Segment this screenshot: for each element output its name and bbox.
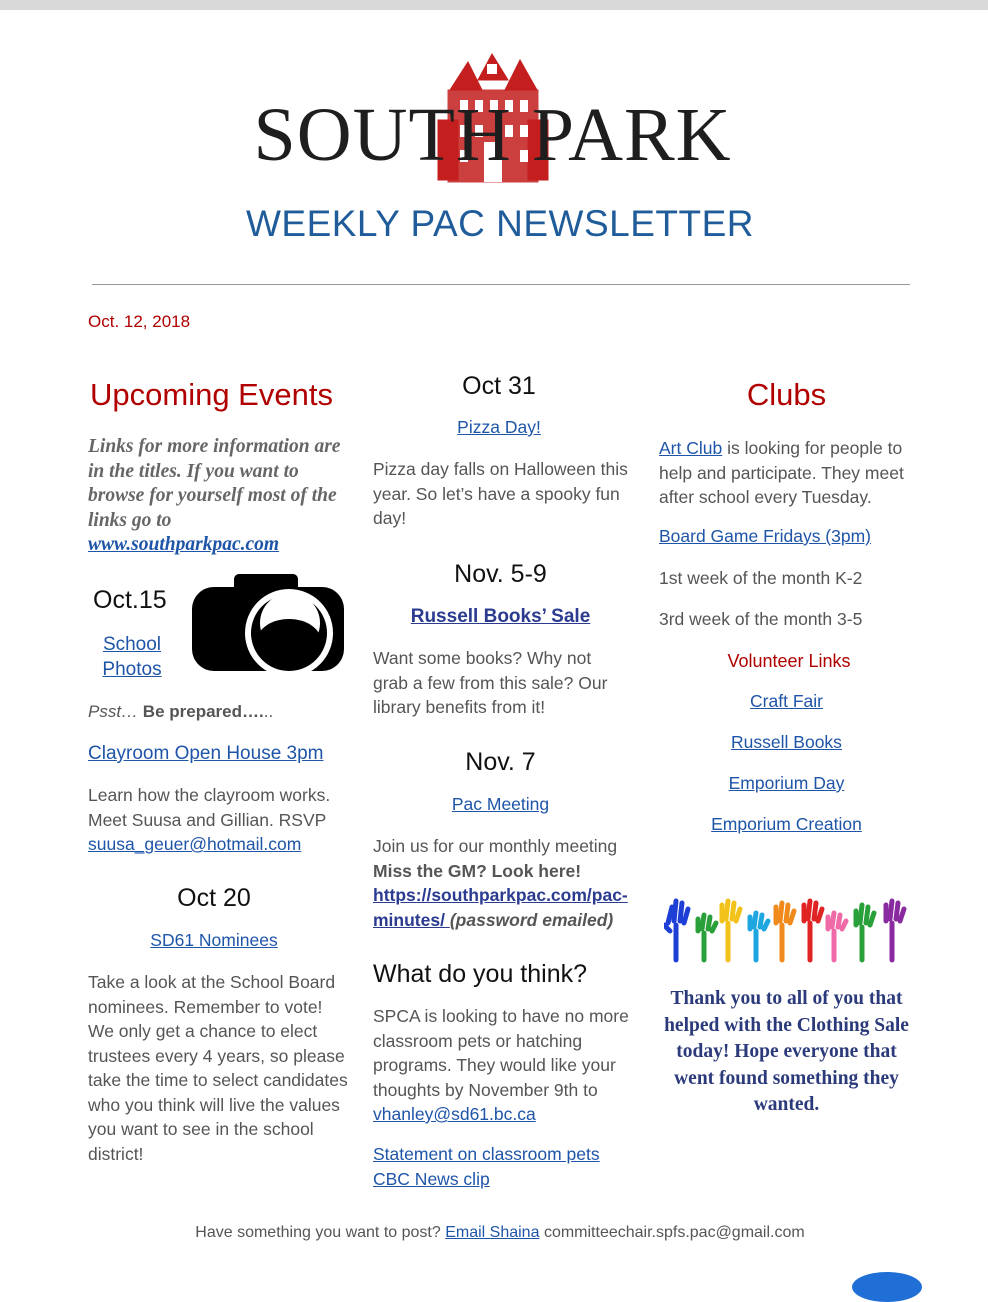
password-note: (password emailed) <box>449 909 614 930</box>
nov7-bold: Miss the GM? Look here! <box>373 860 582 881</box>
clayroom-desc: Learn how the clayroom works. Meet Suusa and Gillian. RSVP <box>88 785 331 830</box>
nov7-text <box>373 834 633 932</box>
oct31-date: Oct 31 <box>462 372 536 400</box>
what-do-you-think-heading: What do you think? <box>373 960 588 988</box>
vhanley-email[interactable]: vhanley@sd61.bc.ca <box>373 1104 536 1124</box>
sd61-nominees-link[interactable]: SD61 Nominees <box>150 930 278 950</box>
think-desc: SPCA is looking to have no more classroom pets or hatching programs. They would like your thoughts by November 9th to <box>373 1006 629 1100</box>
be-prepared: Be prepared…. <box>142 702 264 721</box>
russell-books-sale-link[interactable]: Russell Books’ Sale <box>410 606 591 627</box>
craft-fair-link[interactable]: Craft Fair <box>750 691 823 711</box>
week3-text: 3rd week of the month 3-5 <box>659 609 863 629</box>
russell-books-link[interactable]: Russell Books <box>731 732 842 752</box>
website-link[interactable]: www.southparkpac.com <box>88 534 280 555</box>
clayroom-email[interactable]: suusa_geuer@hotmail.com <box>88 834 302 854</box>
board-game-link[interactable]: Board Game Fridays (3pm) <box>659 526 872 546</box>
pac-minutes-url-2: minutes/ <box>373 909 445 930</box>
statement-pets-link[interactable]: Statement on classroom pets <box>373 1144 600 1164</box>
footer <box>0 1224 988 1242</box>
nov59-date: Nov. 5-9 <box>454 560 547 588</box>
footer-email: committeechair.spfs.pac@gmail.com <box>543 1224 805 1241</box>
psst-tail: .. <box>263 702 274 721</box>
top-bar <box>0 0 988 10</box>
art-club-text <box>659 436 914 510</box>
psst-line <box>88 700 273 725</box>
issue-date: Oct. 12, 2018 <box>88 312 191 331</box>
oct31-text: Pizza day falls on Halloween this year. So let’s have a spooky fun day! <box>373 459 628 528</box>
volunteer-heading: Volunteer Links <box>727 651 851 671</box>
emporium-day-link[interactable]: Emporium Day <box>728 773 845 793</box>
clayroom-text <box>88 783 348 857</box>
school-photos-line1: School <box>102 634 162 655</box>
emporium-creation-link[interactable]: Emporium Creation <box>711 814 862 834</box>
week1-text: 1st week of the month K-2 <box>659 568 863 588</box>
raised-hands-illustration <box>664 895 912 965</box>
school-logo <box>240 50 745 190</box>
thanks-message: Thank you to all of you that helped with the Clothing Sale today! Hope everyone that went found something they wanted. <box>664 988 909 1115</box>
art-club-link[interactable]: Art Club <box>659 438 723 458</box>
intro-text <box>88 435 350 558</box>
school-photos-link[interactable] <box>102 634 161 680</box>
oct15-date: Oct.15 <box>93 586 167 614</box>
related-links <box>373 1142 633 1191</box>
camera-icon <box>190 571 346 681</box>
pac-minutes-url-1: https://southparkpac.com/pac- <box>373 885 628 905</box>
clayroom-link[interactable]: Clayroom Open House 3pm <box>88 743 324 764</box>
footer-prefix: Have something you want to post? <box>195 1224 441 1241</box>
divider <box>92 284 910 285</box>
think-text <box>373 1004 633 1127</box>
intro-sentence: Links for more information are in the titles. If you want to browse for yourself most of the links go to <box>88 436 341 531</box>
oct20-text: Take a look at the School Board nominees. Remember to vote! We only get a chance to elect trustees every 4 years, so please take the time to select candidates who you think will live the values you want to see in the school district! <box>88 972 348 1164</box>
psst-label: Psst… <box>88 702 139 721</box>
upcoming-events-heading: Upcoming Events <box>90 377 333 412</box>
school-photos-line2: Photos <box>102 659 162 680</box>
nov59-text: Want some books? Why not grab a few from this sale? Our library benefits from it! <box>373 648 608 717</box>
cbc-news-link[interactable]: CBC News clip <box>373 1168 490 1189</box>
pizza-day-link[interactable]: Pizza Day! <box>457 417 541 437</box>
nov7-date: Nov. 7 <box>465 748 536 776</box>
volunteer-links <box>659 691 914 855</box>
newsletter-title: WEEKLY PAC NEWSLETTER <box>245 203 755 244</box>
nov7-desc: Join us for our monthly meeting <box>373 836 618 856</box>
email-shaina-link[interactable]: Email Shaina <box>445 1224 540 1241</box>
corner-badge <box>852 1272 922 1302</box>
art-club-desc: is looking for people to help and participate. They meet after school every Tuesday. <box>659 438 904 507</box>
oct20-date: Oct 20 <box>177 884 251 912</box>
clubs-heading: Clubs <box>746 377 827 412</box>
logo-wordmark: SOUTH PARK <box>253 93 732 177</box>
pac-meeting-link[interactable]: Pac Meeting <box>451 794 550 814</box>
